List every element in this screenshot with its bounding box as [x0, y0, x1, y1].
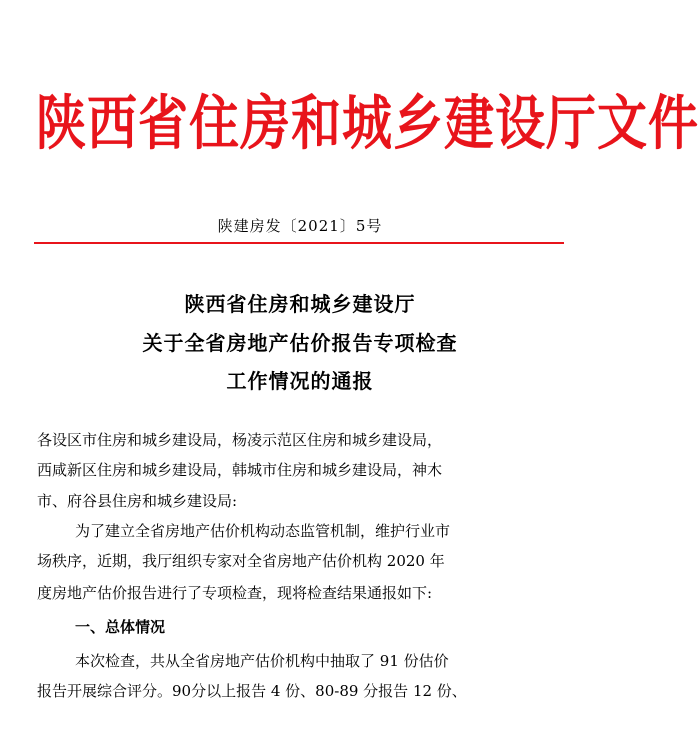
- body-paragraph-2-line-2: 报告开展综合评分。90分以上报告 4 份、80-89 分报告 12 份、: [37, 682, 467, 700]
- body-paragraph-1-line-3: 度房地产估价报告进行了专项检查，现将检查结果通报如下:: [37, 584, 433, 602]
- document-number: 陕建房发〔2021〕5号: [217, 217, 383, 235]
- notice-title-line-3: 工作情况的通报: [226, 369, 374, 393]
- body-paragraph-1-line-2: 场秩序，近期，我厅组织专家对全省房地产估价机构 2020 年: [37, 552, 445, 570]
- notice-title-line-1: 陕西省住房和城乡建设厅: [184, 292, 416, 316]
- section-heading-overview: 一、总体情况: [75, 618, 166, 636]
- body-paragraph-2-line-1: 本次检查，共从全省房地产估价机构中抽取了 91 份估价: [75, 652, 449, 670]
- addressee-line-2: 西咸新区住房和城乡建设局，韩城市住房和城乡建设局，神木: [37, 461, 443, 479]
- red-divider-rule: [34, 242, 564, 244]
- notice-title-line-2: 关于全省房地产估价报告专项检查: [142, 331, 458, 355]
- masthead-title: 陕西省住房和城乡建设厅文件: [36, 88, 699, 158]
- addressee-line-1: 各设区市住房和城乡建设局，杨凌示范区住房和城乡建设局，: [37, 431, 443, 449]
- body-paragraph-1-line-1: 为了建立全省房地产估价机构动态监管机制，维护行业市: [75, 522, 451, 540]
- addressee-line-3: 市、府谷县住房和城乡建设局:: [37, 492, 238, 510]
